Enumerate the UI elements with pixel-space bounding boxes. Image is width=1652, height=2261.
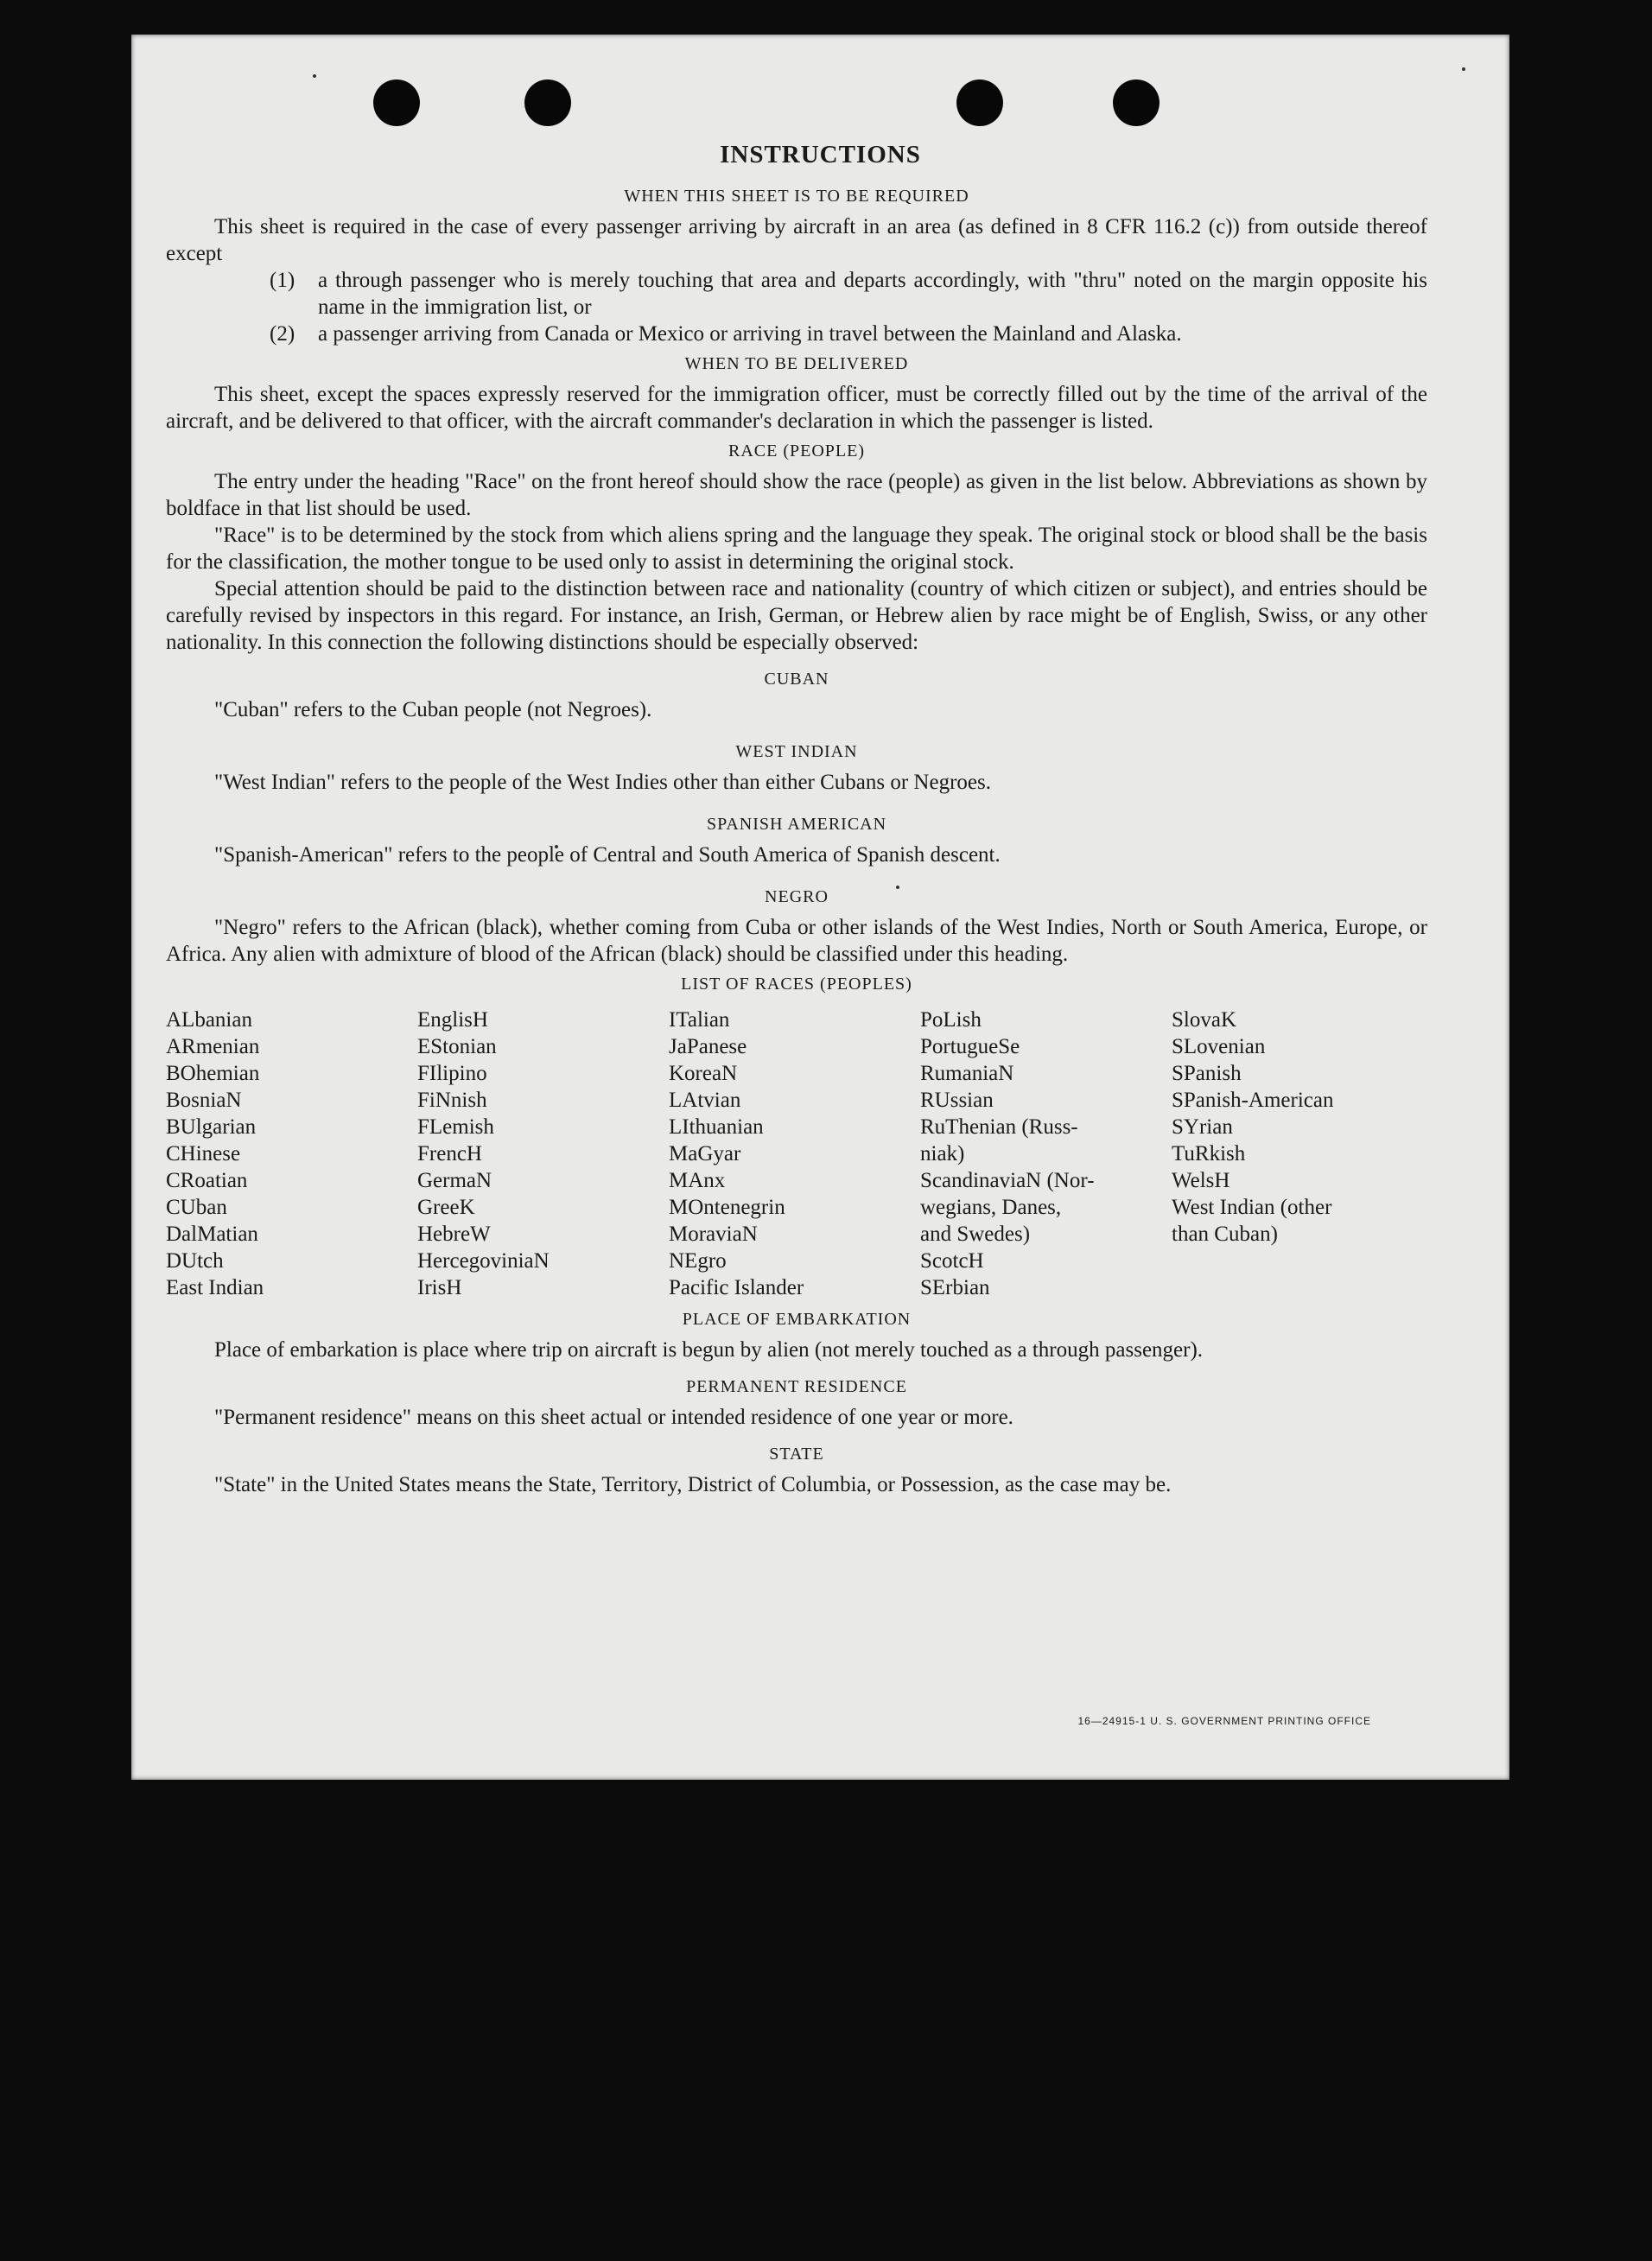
required-item <box>270 267 1427 321</box>
race-entry: CUban <box>166 1196 227 1219</box>
race-entry: JaPanese <box>669 1035 747 1058</box>
races-list <box>166 1007 1427 1301</box>
race-entry: HercegoviniaN <box>417 1249 550 1273</box>
heading-races-list: LIST OF RACES (PEOPLES) <box>681 975 912 994</box>
race-entry: DalMatian <box>166 1223 258 1246</box>
races-column <box>669 1007 920 1301</box>
race-paragraph-1: The entry under the heading "Race" on the front hereof should show the race (people) as given in the list below. Abbreviations as shown by boldface in that list should be used. <box>166 470 1427 520</box>
race-entry: WelsH <box>1172 1169 1230 1192</box>
race-entry: SPanish-American <box>1172 1089 1334 1112</box>
race-entry: NEgro <box>669 1249 727 1273</box>
race-entry: SlovaK <box>1172 1008 1236 1032</box>
race-entry: LIthuanian <box>669 1115 764 1139</box>
race-entry: FrencH <box>417 1142 482 1165</box>
punch-hole <box>524 79 571 126</box>
race-entry: FLemish <box>417 1115 494 1139</box>
item-text: a through passenger who is merely touching that area and departs accordingly, with "thru" noted on the margin opposite his name in the immigration list, or <box>318 269 1427 319</box>
race-entry: MoraviaN <box>669 1223 758 1246</box>
state-text: "State" in the United States means the State, Territory, District of Columbia, or Possession, as the case may be. <box>214 1473 1172 1496</box>
race-entry: FiNnish <box>417 1089 487 1112</box>
race-entry: BOhemian <box>166 1062 260 1085</box>
race-entry: CRoatian <box>166 1169 248 1192</box>
race-entry: ScotcH <box>920 1249 984 1273</box>
race-entry: East Indian <box>166 1276 264 1299</box>
race-entry: KoreaN <box>669 1062 738 1085</box>
race-paragraph-3: Special attention should be paid to the distinction between race and nationality (country of which citizen or subject), and entries should be carefully revised by inspectors in this regard. For instance, an Irish, German, or Hebrew alien by race might be of English, Swiss, or any other nationality. In this connection the following distinctions should be especially observed: <box>166 577 1427 654</box>
document-title: INSTRUCTIONS <box>720 141 921 168</box>
race-entry: MaGyar <box>669 1142 741 1165</box>
race-entry: IrisH <box>417 1276 462 1299</box>
printing-office-code: 16—24915-1 U. S. GOVERNMENT PRINTING OFFICE <box>1077 1715 1371 1727</box>
race-entry: GermaN <box>417 1169 492 1192</box>
punch-hole <box>373 79 420 126</box>
speck <box>313 74 316 78</box>
spanish-american-text: "Spanish-American" refers to the people of Central and South America of Spanish descent. <box>214 843 1001 867</box>
race-entry: MOntenegrin <box>669 1196 785 1219</box>
document-page <box>131 35 1509 1780</box>
heading-negro: NEGRO <box>765 887 829 906</box>
required-intro: This sheet is required in the case of every passenger arriving by aircraft in an area (as defined in 8 CFR 116.2 (c)) from outside thereof except <box>166 215 1427 265</box>
item-number: (1) <box>270 269 295 292</box>
race-entry: DUtch <box>166 1249 224 1273</box>
embarkation-text: Place of embarkation is place where trip on aircraft is begun by alien (not merely touched as a through passenger). <box>214 1338 1204 1362</box>
race-entry: RumaniaN <box>920 1062 1014 1085</box>
race-entry: GreeK <box>417 1196 475 1219</box>
race-entry: RUssian <box>920 1089 994 1112</box>
race-entry: BosniaN <box>166 1089 242 1112</box>
race-entry: HebreW <box>417 1223 491 1246</box>
punch-hole <box>956 79 1003 126</box>
heading-residence: PERMANENT RESIDENCE <box>686 1377 907 1396</box>
race-entry: SYrian <box>1172 1115 1233 1139</box>
race-entry: BUlgarian <box>166 1115 257 1139</box>
heading-west-indian: WEST INDIAN <box>735 742 858 761</box>
race-entry: LAtvian <box>669 1089 741 1112</box>
race-entry: TuRkish <box>1172 1142 1246 1165</box>
races-column <box>920 1007 1172 1301</box>
heading-cuban: CUBAN <box>764 670 829 689</box>
heading-race: RACE (PEOPLE) <box>728 441 865 460</box>
races-column <box>1172 1007 1423 1301</box>
race-entry: EnglisH <box>417 1008 488 1032</box>
heading-spanish-american: SPANISH AMERICAN <box>706 815 887 834</box>
heading-embarkation: PLACE OF EMBARKATION <box>682 1310 912 1329</box>
punch-hole <box>1113 79 1160 126</box>
race-entry: CHinese <box>166 1142 241 1165</box>
race-entry: MAnx <box>669 1169 726 1192</box>
residence-text: "Permanent residence" means on this sheet actual or intended residence of one year or more. <box>214 1406 1013 1429</box>
race-entry: ITalian <box>669 1008 730 1032</box>
cuban-text: "Cuban" refers to the Cuban people (not Negroes). <box>214 698 652 721</box>
races-column <box>166 1007 417 1301</box>
race-entry: RuThenian (Russ- niak) <box>920 1115 1078 1165</box>
race-entry: EStonian <box>417 1035 497 1058</box>
race-entry: SPanish <box>1172 1062 1242 1085</box>
heading-delivered: WHEN TO BE DELIVERED <box>684 354 909 373</box>
west-indian-text: "West Indian" refers to the people of the West Indies other than either Cubans or Negroes. <box>214 771 991 794</box>
race-entry: ALbanian <box>166 1008 252 1032</box>
race-entry: SLovenian <box>1172 1035 1266 1058</box>
item-text: a passenger arriving from Canada or Mexico or arriving in travel between the Mainland and Alaska. <box>318 322 1182 346</box>
race-entry: ARmenian <box>166 1035 260 1058</box>
race-entry: ScandinaviaN (Nor- wegians, Danes, and Swedes) <box>920 1169 1095 1246</box>
item-number: (2) <box>270 322 295 346</box>
race-entry: PoLish <box>920 1008 982 1032</box>
negro-text: "Negro" refers to the African (black), whether coming from Cuba or other islands of the West Indies, North or South America, Europe, or Africa. Any alien with admixture of blood of the African (black) should be classified under this heading. <box>166 916 1427 966</box>
speck <box>1462 67 1465 71</box>
document-body <box>166 180 1427 1498</box>
race-entry: SErbian <box>920 1276 990 1299</box>
race-entry: FIlipino <box>417 1062 487 1085</box>
race-entry: PortugueSe <box>920 1035 1020 1058</box>
races-column <box>417 1007 669 1301</box>
delivered-text: This sheet, except the spaces expressly reserved for the immigration officer, must be correctly filled out by the time of the arrival of the aircraft, and be delivered to that officer, with the aircraft commander's declaration in which the passenger is listed. <box>166 383 1427 433</box>
required-item <box>270 321 1427 347</box>
heading-required: WHEN THIS SHEET IS TO BE REQUIRED <box>624 187 969 206</box>
race-entry: Pacific Islander <box>669 1276 804 1299</box>
race-entry: West Indian (other than Cuban) <box>1172 1196 1332 1246</box>
heading-state: STATE <box>769 1445 824 1464</box>
race-paragraph-2: "Race" is to be determined by the stock from which aliens spring and the language they speak. The original stock or blood shall be the basis for the classification, the mother tongue to be used only to assist in determining the original stock. <box>166 524 1427 574</box>
